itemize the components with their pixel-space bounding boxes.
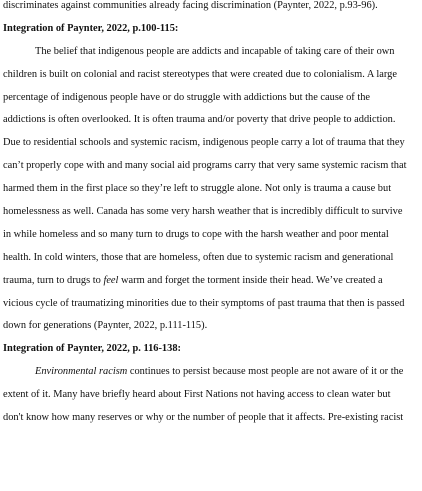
body-line: down for generations (Paynter, 2022, p.111-115). — [3, 320, 208, 332]
emphasized-text: feel — [103, 274, 119, 286]
line-text: trauma, turn to drugs to — [3, 274, 104, 286]
body-line: health. In cold winters, those that are homeless, often due to systemic racism and generational — [3, 251, 394, 263]
body-line: homelessness as well. Canada has some very harsh weather that is incredibly difficult to survive — [3, 206, 403, 218]
body-line: discriminates against communities already facing discrimination (Paynter, 2022, p.93-96). — [3, 0, 378, 11]
body-line: children is built on colonial and racist stereotypes that were created due to colonialism. A large — [3, 68, 397, 80]
body-line — [3, 364, 419, 387]
body-line: don't know how many reserves or why or the number of people that it affects. Pre-existing racist — [3, 412, 404, 424]
body-line: percentage of indigenous people have or do struggle with addictions but the cause of the — [3, 91, 371, 103]
body-line: Due to residential schools and systemic racism, indigenous people carry a lot of trauma that they — [3, 137, 405, 149]
body-line: addictions is often overlooked. It is often trauma and/or poverty that drive people to addiction. — [3, 114, 396, 126]
body-line: in while homeless and so many turn to drugs to cope with the harsh weather and poor mental — [3, 228, 389, 240]
section-heading: Integration of Paynter, 2022, p. 116-138: — [3, 343, 181, 355]
body-line — [3, 273, 419, 296]
body-line: harmed them in the first place so they’re left to struggle alone. Not only is trauma a cause but — [3, 183, 392, 195]
emphasized-text: Environmental racism — [35, 366, 128, 378]
line-text: continues to persist because most people are not aware of it or the — [127, 366, 404, 378]
body-line: can’t properly cope with and many social aid programs carry that very same systemic racism that — [3, 160, 407, 172]
body-line: vicious cycle of traumatizing minorities due to their symptoms of past trauma that then is passed — [3, 297, 405, 309]
body-line: extent of it. Many have briefly heard about First Nations not having access to clean water but — [3, 389, 391, 401]
section-heading: Integration of Paynter, 2022, p.100-115: — [3, 22, 179, 34]
body-line: The belief that indigenous people are addicts and incapable of taking care of their own — [35, 45, 395, 57]
line-text: warm and forget the torment inside their head. We’ve created a — [118, 274, 383, 286]
document-page — [3, 0, 419, 433]
